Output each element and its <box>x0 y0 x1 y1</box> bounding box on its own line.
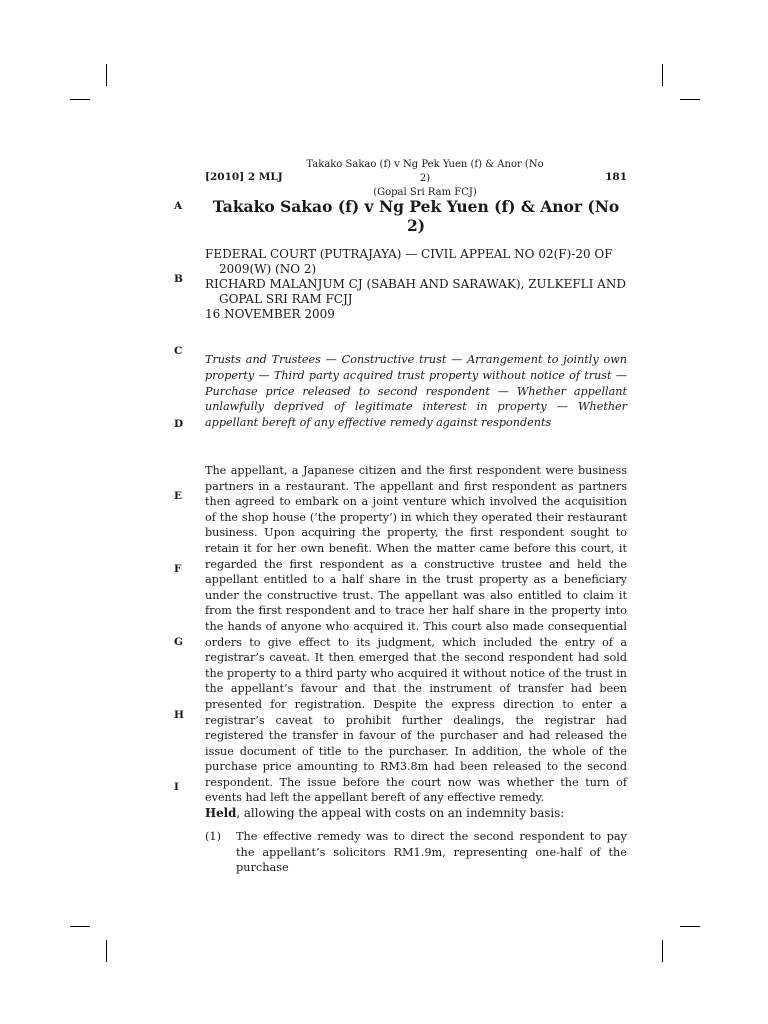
crop-mark <box>680 99 700 100</box>
running-judge: (Gopal Sri Ram FCJ) <box>373 187 477 198</box>
margin-letter: G <box>174 636 183 648</box>
holding-text: The effective remedy was to direct the second respondent to pay the appellant’s solicitors RM1.9m, representing one-half of the purchase <box>236 830 627 875</box>
margin-letter: C <box>174 345 183 357</box>
margin-letter: F <box>174 563 182 575</box>
crop-mark <box>662 940 663 962</box>
case-title: Takako Sakao (f) v Ng Pek Yuen (f) & Anor (No 2) <box>212 197 620 235</box>
margin-letter: D <box>174 418 184 430</box>
judges-line: RICHARD MALANJUM CJ (SABAH AND SARAWAK), ZULKEFLI AND GOPAL SRI RAM FCJJ <box>205 277 626 306</box>
margin-letter: H <box>174 709 184 721</box>
margin-letter: I <box>174 781 179 793</box>
crop-mark <box>70 926 90 927</box>
crop-mark <box>70 99 90 100</box>
running-case-name: Takako Sakao (f) v Ng Pek Yuen (f) & Anor (No 2) <box>306 159 544 184</box>
margin-letter: E <box>174 490 183 502</box>
margin-letter: A <box>174 200 183 212</box>
crop-mark <box>106 64 107 86</box>
catchwords: Trusts and Trustees — Constructive trust — Arrangement to jointly own property — Third party acquired trust property without notice of trust — Purchase price released to second respondent — Whether appellant unlawfully deprived of legitimate interest in property — Whether appellant bereft of any effective remedy against respondents <box>205 353 627 430</box>
case-info <box>205 247 627 322</box>
court-line: FEDERAL COURT (PUTRAJAYA) — CIVIL APPEAL NO 02(F)-20 OF 2009(W) (NO 2) <box>205 247 613 276</box>
crop-mark <box>106 940 107 962</box>
page-number: 181 <box>605 171 627 183</box>
holding-number: (1) <box>205 830 222 843</box>
crop-mark <box>662 64 663 86</box>
headnote-summary: The appellant, a Japanese citizen and the first respondent were business partners in a restaurant. The appellant and first respondent as partners then agreed to embark on a joint venture which involved the acquisition of the shop house (‘the property’) in which they operated their restaurant business. Upon acquiring the property, the first respondent sought to retain it for her own benefit. When the matter came before this court, it regarded the first respondent as a constructive trustee and held the appellant entitled to a half share in the trust property as a beneficiary under the constructive trust. The appellant was also entitled to claim it from the first respondent and to trace her half share in the property into the hands of anyone who acquired it. This court also made consequential orders to give effect to its judgment, which included the entry of a registrar’s caveat. It then emerged that the second respondent had sold the property to a third party who acquired it without notice of the trust in the appellant’s favour and that the instrument of transfer had been presented for registration. Despite the express direction to enter a registrar’s caveat to prohibit further dealings, the registrar had registered the transfer in favour of the purchaser and had released the issue document of title to the purchaser. In addition, the whole of the purchase price amounting to RM3.8m had been released to the second respondent. The issue before the court now was whether the turn of events had left the appellant bereft of any effective remedy. <box>205 464 627 805</box>
crop-mark <box>680 926 700 927</box>
held-text: , allowing the appeal with costs on an indemnity basis: <box>236 806 565 820</box>
held-line <box>205 806 627 820</box>
citation: [2010] 2 MLJ <box>205 171 283 183</box>
running-title <box>300 158 550 200</box>
running-header <box>0 158 768 198</box>
held-label: Held <box>205 806 237 820</box>
margin-letter: B <box>174 273 183 285</box>
holding-item <box>205 829 627 876</box>
date-line: 16 NOVEMBER 2009 <box>205 307 335 321</box>
